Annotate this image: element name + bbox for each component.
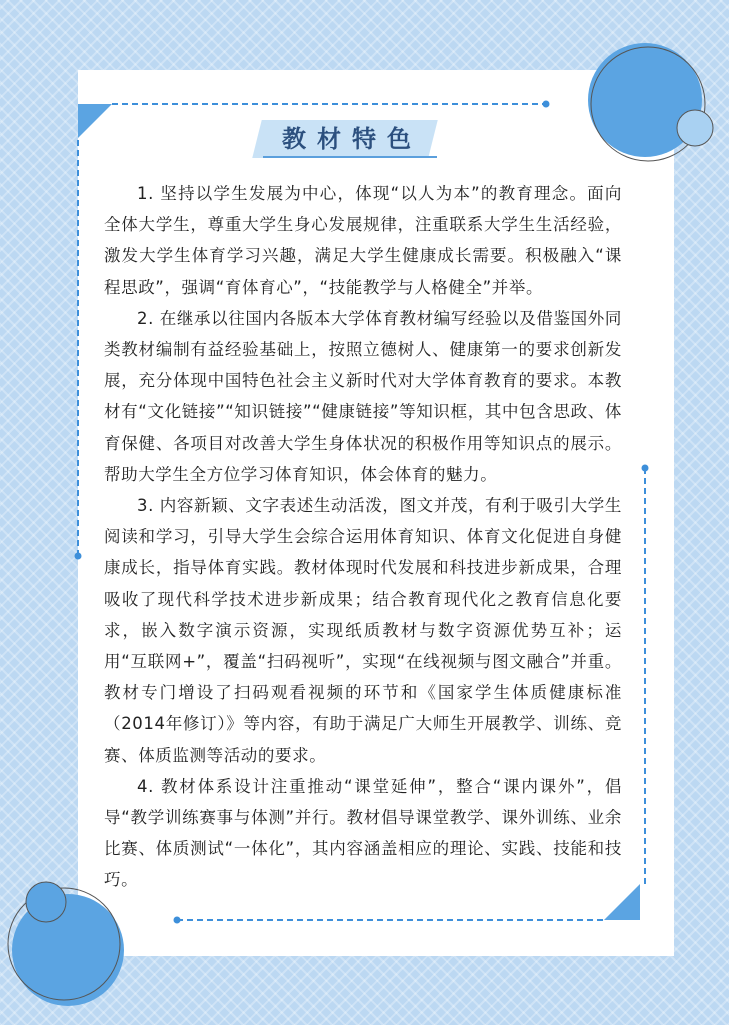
paragraph-1: 1. 坚持以学生发展为中心，体现“以人为本”的教育理念。面向全体大学生，尊重大学生身心发展规律，注重联系大学生生活经验，激发大学生体育学习兴趣，满足大学生健康成长需要。积极融入“课程思政”，强调“育体育心”，“技能教学与人格健全”并举。 xyxy=(104,184,622,297)
paragraph-2: 2. 在继承以往国内各版本大学体育教材编写经验以及借鉴国外同类教材编制有益经验基础上，按照立德树人、健康第一的要求创新发展，充分体现中国特色社会主义新时代对大学体育教育的要求。本教材有“文化链接”“知识链接”“健康链接”等知识框，其中包含思政、体育保健、各项目对改善大学生身体状况的积极作用等知识点的展示。帮助大学生全方位学习体育知识，体会体育的魅力。 xyxy=(104,308,622,484)
circle-top-right-small xyxy=(677,110,713,146)
circle-bottom-left-small xyxy=(26,882,66,922)
feature-list xyxy=(104,178,622,896)
paragraph-3: 3. 内容新颖、文字表述生动活泼，图文并茂，有利于吸引大学生阅读和学习，引导大学生会综合运用体育知识、体育文化促进自身健康成长，指导体育实践。教材体现时代发展和科技进步新成果，合理吸收了现代科学技术进步新成果；结合教育现代化之教育信息化要求，嵌入数字演示资源，实现纸质教材与数字资源优势互补；运用“互联网+”，覆盖“扫码视听”，实现“在线视频与图文融合”并重。教材专门增设了扫码观看视频的环节和《国家学生体质健康标准（2014年修订）》等内容，有助于满足广大师生开展教学、训练、竞赛、体质监测等活动的要求。 xyxy=(104,496,622,765)
page-title: 教材特色 xyxy=(282,125,422,153)
paragraph-4: 4. 教材体系设计注重推动“课堂延伸”，整合“课内课外”，倡导“教学训练赛事与体测”并行。教材倡导课堂教学、课外训练、业余比赛、体质测试“一体化”，其内容涵盖相应的理论、实践、技能和技巧。 xyxy=(104,776,622,890)
title-banner xyxy=(257,114,439,162)
